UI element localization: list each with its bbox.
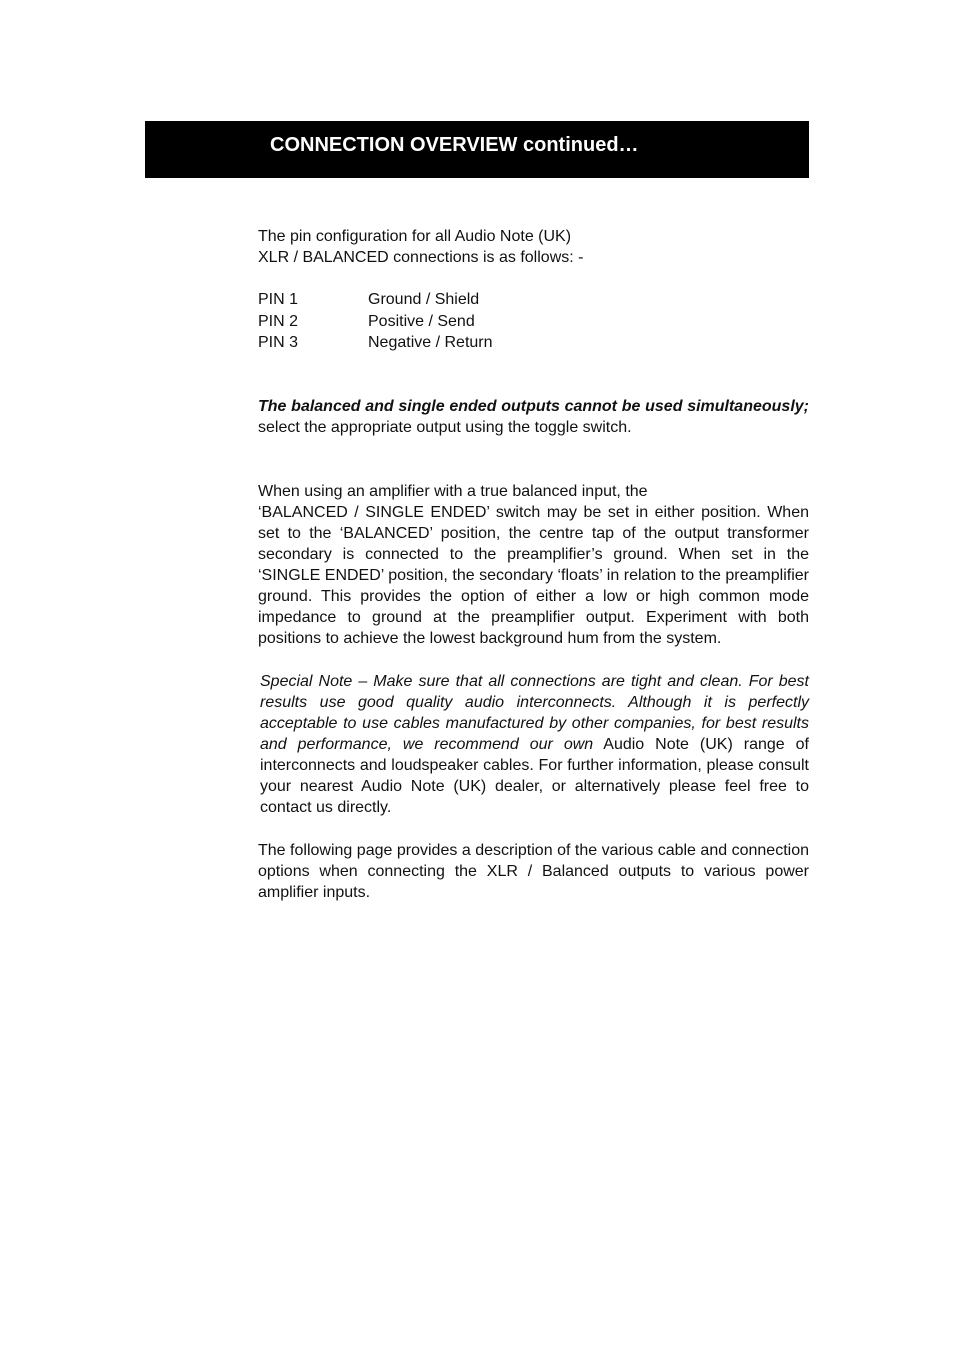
warning-emphasis: The balanced and single ended outputs cannot be used simultaneously; bbox=[258, 397, 809, 415]
page-content bbox=[258, 226, 809, 903]
pin-function: Negative / Return bbox=[368, 334, 493, 351]
warning-text: select the appropriate output using the toggle switch. bbox=[258, 418, 632, 436]
section-title: CONNECTION OVERVIEW continued… bbox=[270, 134, 639, 156]
pin-row bbox=[258, 311, 809, 333]
pin-configuration-table bbox=[258, 289, 809, 354]
pin-label: PIN 1 bbox=[258, 291, 299, 308]
following-page-paragraph: The following page provides a description of the various cable and connection options when connecting the XLR / Balanced outputs to various power amplifier inputs. bbox=[258, 841, 809, 901]
special-note-regular: Audio Note (UK) range of interconnects and loudspeaker cables. For further information, please consult your nearest Audio Note (UK) dealer, or alternatively please feel free to contact us directly. bbox=[260, 735, 809, 816]
pin-label: PIN 3 bbox=[258, 334, 299, 351]
pin-label: PIN 2 bbox=[258, 312, 299, 330]
pin-row bbox=[258, 332, 809, 354]
balanced-switch-paragraph bbox=[258, 481, 809, 649]
pin-function: Ground / Shield bbox=[368, 291, 480, 308]
balanced-body: ‘BALANCED / SINGLE ENDED’ switch may be set in either position. When set to the ‘BALANCED’ position, the centre tap of the output transformer secondary is connected to the preamplifier’s ground. When set in the ‘SINGLE ENDED’ position, the secondary ‘floats’ in relation to the preamplifier ground. This provides the option of either a low or high common mode impedance to ground at the preamplifier output. Experiment with both positions to achieve the lowest background hum from the system. bbox=[258, 503, 809, 647]
intro-line-1: The pin configuration for all Audio Note (UK) bbox=[258, 228, 572, 245]
pin-function: Positive / Send bbox=[368, 312, 475, 330]
special-note-italic: Special Note – Make sure that all connections are tight and clean. For best results use good quality audio interconnects. Although it is perfectly acceptable to use cables manufactured by other companies, for best results and performance, we recommend our own bbox=[260, 672, 809, 753]
pin-row bbox=[258, 289, 809, 311]
outputs-warning bbox=[258, 396, 809, 438]
special-note bbox=[258, 671, 809, 818]
intro-line-2: XLR / BALANCED connections is as follows: - bbox=[258, 249, 584, 266]
intro-paragraph bbox=[258, 226, 809, 268]
section-header-bar bbox=[145, 121, 809, 178]
balanced-first-line: When using an amplifier with a true balanced input, the bbox=[258, 482, 648, 500]
